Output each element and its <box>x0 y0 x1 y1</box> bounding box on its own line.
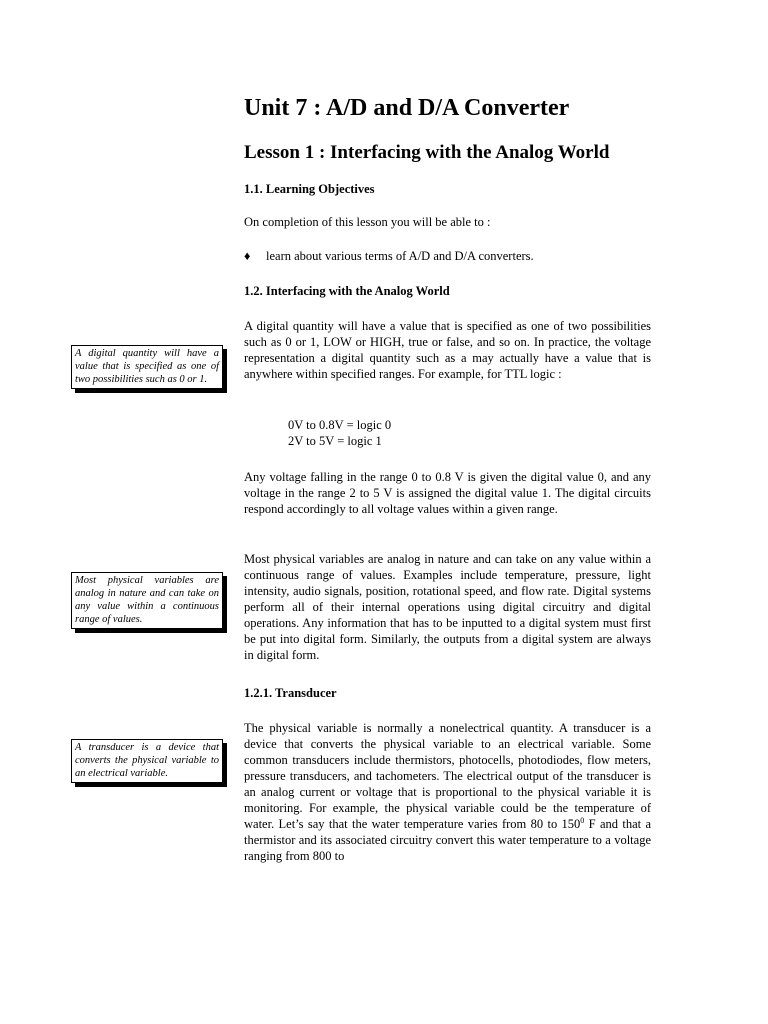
margin-note-digital-quantity: A digital quantity will have a value that is specified as one of two possibilities such as 0 or 1. <box>71 345 223 389</box>
paragraph-voltage-range: Any voltage falling in the range 0 to 0.8 V is given the digital value 0, and any voltage in the range 2 to 5 V is assigned the digital value 1. The digital circuits respond accordingly to all voltage values within a given range. <box>244 470 651 516</box>
objective-list-item <box>244 249 534 264</box>
ttl-logic-1: 2V to 5V = logic 1 <box>288 434 382 448</box>
section-heading-learning-objectives: 1.1. Learning Objectives <box>244 182 375 196</box>
transducer-text-continued: F and that a thermistor and its associated circuitry convert this water temperature to a voltage ranging from 800 to <box>244 817 651 863</box>
unit-title: Unit 7 : A/D and D/A Converter <box>244 95 570 121</box>
degree-superscript: 0 <box>580 815 585 825</box>
diamond-bullet-icon: ♦ <box>244 249 251 263</box>
margin-note-transducer: A transducer is a device that converts the physical variable to an electrical variable. <box>71 739 223 783</box>
margin-note-physical-variables: Most physical variables are analog in nature and can take on any value within a continuous range of values. <box>71 572 223 629</box>
ttl-logic-0: 0V to 0.8V = logic 0 <box>288 418 392 432</box>
paragraph-physical-variables: Most physical variables are analog in nature and can take on any value within a continuous range of values. Examples include temperature, pressure, light intensity, audio signals, position, rotational speed, and flow rate. Digital systems perform all of their internal operations using digital circuitry and digital operations. Any information that has to be inputted to a digital system must first be put into digital form. Similarly, the outputs from a digital system are always in digital form. <box>244 552 651 662</box>
section-heading-transducer: 1.2.1. Transducer <box>244 686 337 700</box>
lesson-title: Lesson 1 : Interfacing with the Analog World <box>244 142 610 163</box>
paragraph-digital-quantity: A digital quantity will have a value that is specified as one of two possibilities such as 0 or 1, LOW or HIGH, true or false, and so on. In practice, the voltage representation a digital quantity such as a may actually have a value that is anywhere within specified ranges. For example, for TTL logic : <box>244 319 651 381</box>
objectives-intro: On completion of this lesson you will be able to : <box>244 215 491 229</box>
ttl-logic-levels <box>288 417 391 449</box>
objective-text: learn about various terms of A/D and D/A converters. <box>266 249 534 263</box>
section-heading-interfacing: 1.2. Interfacing with the Analog World <box>244 284 450 298</box>
transducer-text: The physical variable is normally a nonelectrical quantity. A transducer is a device that converts the physical variable to an electrical variable. Some common transducers include thermistors, photocells, photodiodes, flow meters, pressure transducers, and tachometers. The electrical output of the transducer is an analog current or voltage that is proportional to the physical variable it is monitoring. For example, the physical variable could be the temperature of water. Let’s say that the water temperature varies from 80 to 150 <box>244 721 651 831</box>
paragraph-transducer <box>244 720 651 864</box>
